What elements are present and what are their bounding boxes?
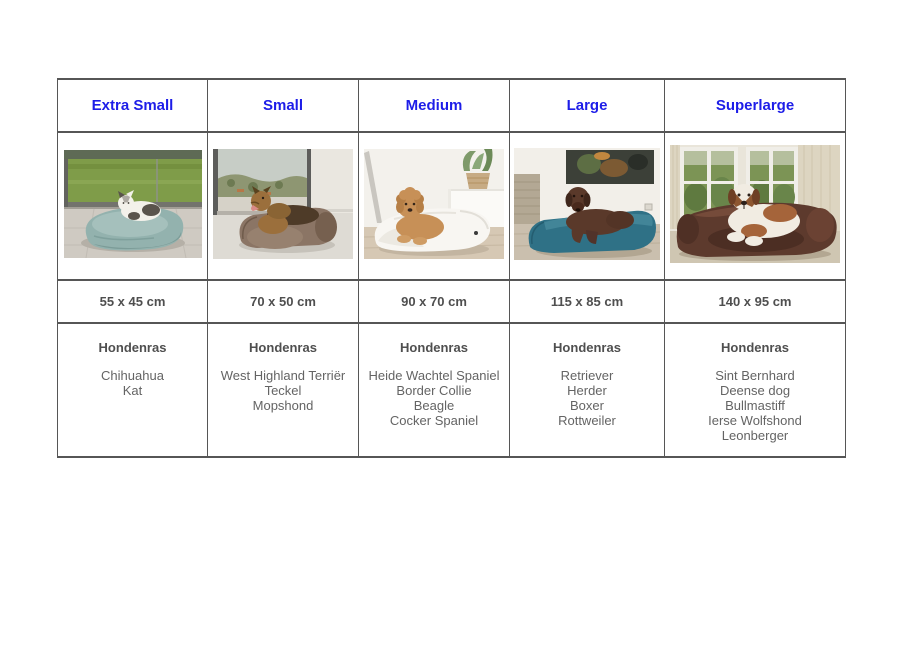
column-header-medium: Medium bbox=[359, 79, 510, 132]
column-header-extra-small: Extra Small bbox=[58, 79, 208, 132]
breeds-cell-medium bbox=[359, 323, 510, 457]
breed-list bbox=[208, 368, 358, 413]
column-header-small: Small bbox=[208, 79, 359, 132]
breeds-cell-small bbox=[208, 323, 359, 457]
breeds-cell-large bbox=[510, 323, 665, 457]
breed-list bbox=[665, 368, 845, 443]
product-photo-medium bbox=[364, 149, 504, 259]
size-medium: 90 x 70 cm bbox=[359, 280, 510, 323]
breed-item: Boxer bbox=[570, 398, 604, 413]
breeds-title: Hondenras bbox=[400, 340, 468, 355]
photo-row bbox=[58, 132, 846, 280]
breeds-title: Hondenras bbox=[249, 340, 317, 355]
size-superlarge: 140 x 95 cm bbox=[665, 280, 846, 323]
product-photo-small bbox=[213, 149, 353, 259]
product-photo-extra-small bbox=[64, 150, 202, 258]
product-photo-large bbox=[514, 148, 660, 260]
breed-list bbox=[510, 368, 664, 428]
breed-item: Cocker Spaniel bbox=[389, 413, 479, 428]
breed-list bbox=[58, 368, 207, 398]
breed-item: Border Collie bbox=[396, 383, 472, 398]
breed-item: Mopshond bbox=[252, 398, 314, 413]
breed-item: Sint Bernhard bbox=[715, 368, 795, 383]
size-extra-small: 55 x 45 cm bbox=[58, 280, 208, 323]
breed-item: Leonberger bbox=[721, 428, 789, 443]
size-row bbox=[58, 280, 846, 323]
breed-item: Beagle bbox=[413, 398, 455, 413]
breed-list bbox=[359, 368, 509, 428]
product-photo-superlarge bbox=[670, 145, 840, 263]
breeds-row bbox=[58, 323, 846, 457]
breed-item: Chihuahua bbox=[101, 368, 164, 383]
header-row bbox=[58, 79, 846, 132]
column-header-large: Large bbox=[510, 79, 665, 132]
dog-bed-size-table bbox=[57, 78, 846, 458]
column-header-superlarge: Superlarge bbox=[665, 79, 846, 132]
size-small: 70 x 50 cm bbox=[208, 280, 359, 323]
breed-item: Teckel bbox=[264, 383, 302, 398]
breed-item: Retriever bbox=[560, 368, 614, 383]
breed-item: Bullmastiff bbox=[725, 398, 785, 413]
breed-item: West Highland Terriër bbox=[220, 368, 346, 383]
breeds-title: Hondenras bbox=[721, 340, 789, 355]
breed-item: Deense dog bbox=[719, 383, 791, 398]
breed-item: Ierse Wolfshond bbox=[708, 413, 802, 428]
breeds-cell-superlarge bbox=[665, 323, 846, 457]
breed-item: Herder bbox=[567, 383, 607, 398]
breeds-title: Hondenras bbox=[98, 340, 167, 355]
breed-item: Rottweiler bbox=[558, 413, 616, 428]
breeds-title: Hondenras bbox=[553, 340, 621, 355]
size-large: 115 x 85 cm bbox=[510, 280, 665, 323]
breed-item: Kat bbox=[122, 383, 143, 398]
breeds-cell-extra-small bbox=[58, 323, 208, 457]
breed-item: Heide Wachtel Spaniel bbox=[368, 368, 500, 383]
